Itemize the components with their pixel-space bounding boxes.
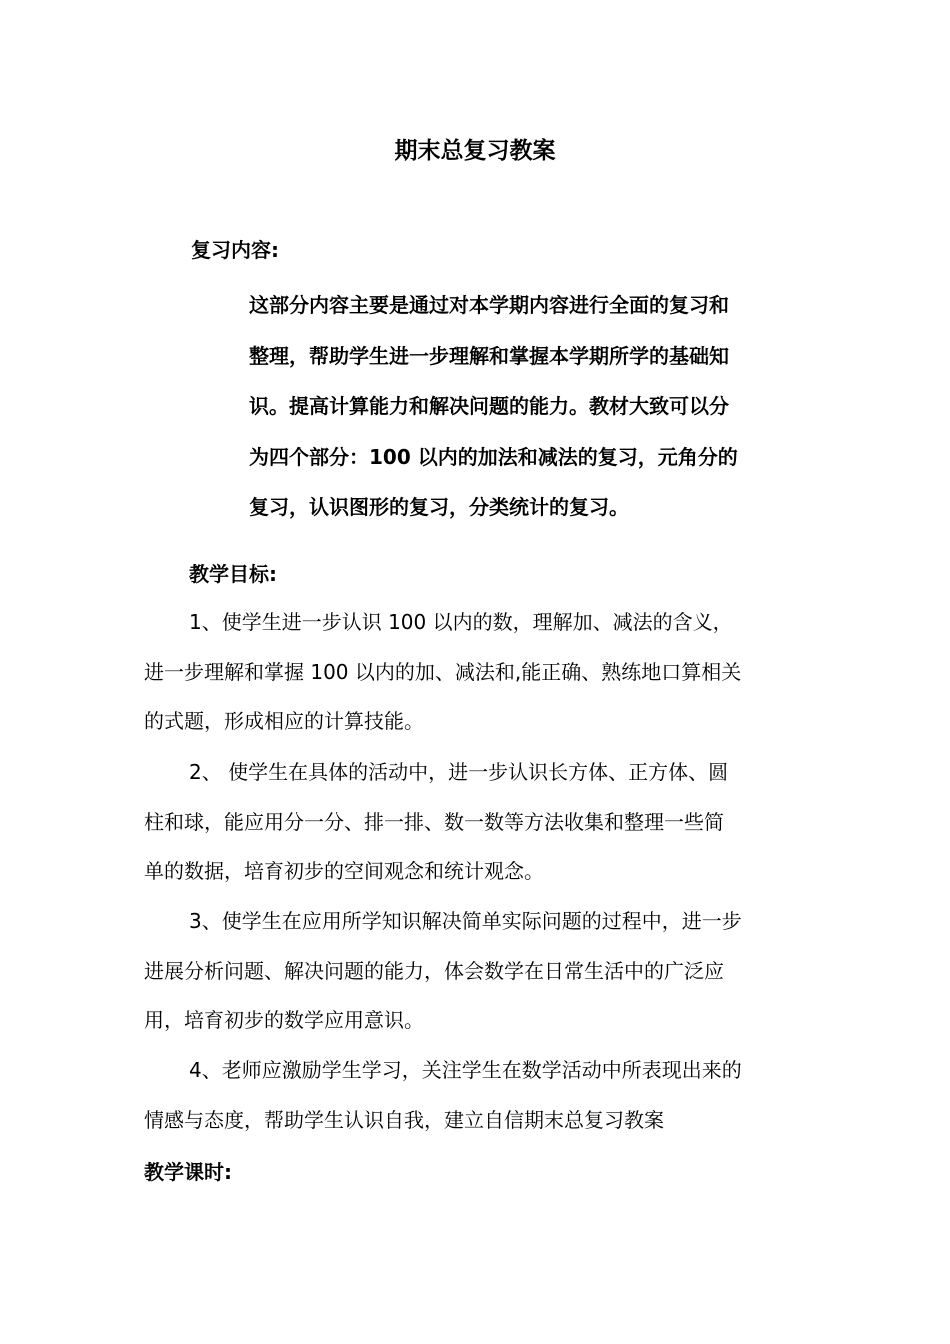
goal-line: 情感与态度，帮助学生认识自我，建立自信期末总复习教案 (144, 1107, 664, 1132)
goal-line: 3、使学生在应用所学知识解决简单实际问题的过程中，进一步 (189, 909, 742, 933)
paragraph-line: 这部分内容主要是通过对本学期内容进行全面的复习和 (249, 293, 729, 317)
teaching-goal-item-4 (144, 1046, 814, 1145)
goal-line: 2、 使学生在具体的活动中，进一步认识长方体、正方体、圆 (189, 760, 729, 784)
class-hours-heading: 教学课时: (144, 1160, 232, 1184)
goal-line: 1、使学生进一步认识 100 以内的数，理解加、减法的含义， (189, 610, 733, 634)
goal-line: 的式题，形成相应的计算技能。 (144, 709, 424, 733)
paragraph-line: 为四个部分：100 以内的加法和减法的复习，元角分的 (249, 444, 738, 469)
document-title: 期末总复习教案 (394, 138, 556, 164)
teaching-goals-heading: 教学目标: (189, 562, 277, 586)
teaching-goal-item-2 (144, 748, 814, 897)
teaching-goal-item-1 (144, 598, 814, 747)
paragraph-line: 识。提高计算能力和解决问题的能力。教材大致可以分 (249, 394, 729, 418)
goal-line: 单的数据，培育初步的空间观念和统计观念。 (144, 859, 544, 883)
paragraph-line: 整理，帮助学生进一步理解和掌握本学期所学的基础知 (249, 343, 729, 368)
teaching-goal-item-3 (144, 897, 814, 1046)
review-content-paragraph (249, 280, 809, 533)
goal-line: 进展分析问题、解决问题的能力，体会数学在日常生活中的广泛应 (144, 958, 724, 983)
goal-line: 进一步理解和掌握 100 以内的加、减法和,能正确、熟练地口算相关 (144, 659, 742, 684)
goal-line: 柱和球，能应用分一分、排一排、数一数等方法收集和整理一些简 (144, 809, 724, 834)
paragraph-line: 复习，认识图形的复习，分类统计的复习。 (249, 495, 629, 519)
goal-line: 用，培育初步的数学应用意识。 (144, 1008, 424, 1032)
review-content-heading: 复习内容: (191, 238, 279, 262)
goal-line: 4、老师应激励学生学习，关注学生在数学活动中所表现出来的 (189, 1058, 742, 1082)
